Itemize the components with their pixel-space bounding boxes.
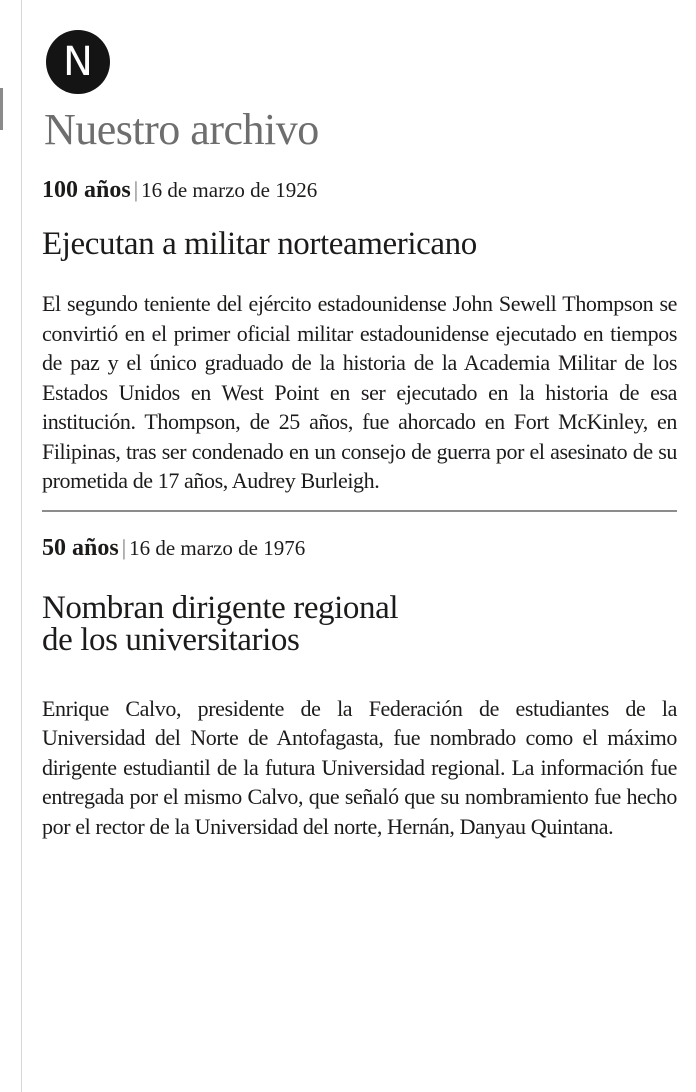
article-divider xyxy=(42,510,677,512)
left-column-rule xyxy=(21,0,22,1092)
headline-line-2: de los universitarios xyxy=(42,621,300,658)
article-date: 16 de marzo de 1926 xyxy=(141,178,318,202)
article-50-years xyxy=(42,534,677,842)
years-ago-label: 50 años xyxy=(42,534,119,561)
section-title: Nuestro archivo xyxy=(44,105,319,154)
logo-letter: N xyxy=(63,39,93,85)
archive-column xyxy=(42,30,677,841)
article-meta xyxy=(42,534,677,562)
article-headline xyxy=(42,589,677,658)
headline-line-1: Nombran dirigente regional xyxy=(42,589,399,626)
article-meta xyxy=(42,176,677,204)
article-headline: Ejecutan a militar norteamericano xyxy=(42,226,477,262)
article-body: El segundo teniente del ejército estadounidense John Sewell Thompson se convirtió en el primer oficial militar estadounidense ejecutado en tiempos de paz y el único graduado de la historia de la Academia Militar de los Estados Unidos en West Point en ser ejecutado en la historia de esa institución. Thompson, de 25 años, fue ahorcado en Fort McKinley, en Filipinas, tras ser condenado en un consejo de guerra por el asesinato de su prometida de 17 años, Audrey Burleigh. xyxy=(42,291,677,493)
meta-separator: | xyxy=(121,534,127,560)
newspaper-logo-icon xyxy=(46,30,110,94)
article-date: 16 de marzo de 1976 xyxy=(129,535,306,560)
meta-separator: | xyxy=(133,177,139,202)
years-ago-label: 100 años xyxy=(42,177,131,203)
left-margin-mark xyxy=(0,88,3,130)
article-100-years xyxy=(42,176,677,496)
article-body: Enrique Calvo, presidente de la Federación de estudiantes de la Universidad del Norte de Antofagasta, fue nombrado como el máximo dirigente estudiantil de la futura Universidad regional. La información fue entregada por el mismo Calvo, que señaló que su nombramiento fue hecho por el rector de la Universidad del norte, Hernán, Danyau Quintana. xyxy=(42,695,677,839)
